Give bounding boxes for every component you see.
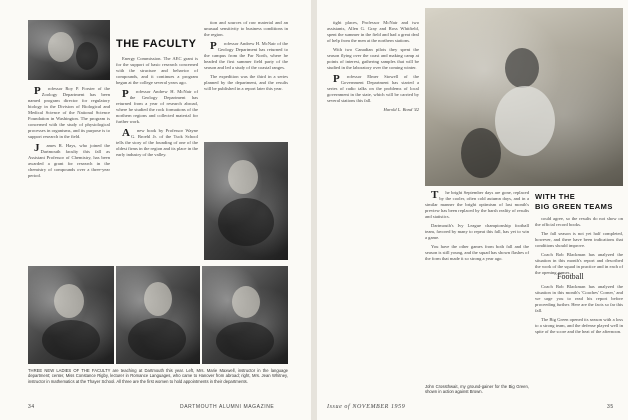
photo-caption: THREE NEW LADIES OF THE FACULTY are teaching at Dartmouth this year. Left, Mrs. Marie Maxwell, instructor in the language department; center, Miss Constance Rigby, lecturer in Romance Languages, who came to Hanover from abroad; right, Mrs. Jean Whitney, instructor in mathematics at the Thayer School. All three are the first women to hold appointments in their departments.: [28, 368, 288, 384]
faculty-photo-ladies-1: [28, 266, 114, 364]
section-title-line-2: BIG GREEN TEAMS: [535, 202, 613, 211]
paragraph: The bright September days are gone, replaced by the cooler, often cold autumn days, and in a similar manner the bright optimism of last month's preview has been replaced by the harsh reality of results and statistics.: [425, 189, 529, 219]
paragraph: James R. Hays, who joined the Dartmouth faculty this fall as Assistant Professor of Chemistry, has been awarded a grant for research in the chemistry of compounds over a three-year period.: [28, 142, 110, 178]
paragraph: could agree, so the results do not show on the official record books.: [535, 216, 623, 227]
sports-photo-top: [425, 8, 623, 186]
right-page: [317, 0, 628, 420]
paragraph: Dartmouth's Ivy League championship football team, favored by many to repeat this fall, has yet to win a game.: [425, 223, 529, 240]
paragraph: tight places, Professor McNair and two assistants, Allen G. Gray and Ross Whitfield, spent the summer in the field and had a great deal of help from the men at the northern stations.: [327, 20, 419, 43]
left-column-1: [28, 86, 110, 262]
football-column: [535, 284, 623, 396]
magazine-name: DARTMOUTH ALUMNI MAGAZINE: [180, 404, 275, 410]
right-column-2: [425, 190, 529, 380]
paragraph: You have the other games from both fall and the season is still young, and the squad has shown flashes of the form that made it so strong a year ago.: [425, 244, 529, 261]
page-title: THE FACULTY: [116, 38, 197, 50]
issue-label: Issue of NOVEMBER 1959: [327, 404, 406, 410]
paragraph: Anew book by Professor Wayne G. Broehl Jr. of the Tuck School tells the story of the founding of one of the oldest firms in the region and its place in the early industry of the valley.: [116, 127, 198, 157]
paragraph: Professor Elmer Stowell of the Government Department has started a series of radio talks on the problems of local government in the state, which will be carried by several stations this fall.: [327, 73, 419, 103]
left-page: [0, 0, 311, 420]
faculty-photo-right: [204, 142, 288, 260]
paragraph: The Big Green opened its season with a loss to a strong team, and the defense played well in spite of the score and the heat of the afternoon.: [535, 317, 623, 334]
left-column-2: [116, 56, 198, 262]
right-column-3: [535, 216, 623, 275]
paragraph: Professor Andrew H. McNair of the Geology Department has returned from a year of research abroad, where he studied the rock formations of the northern regions and collected material for further work.: [116, 88, 198, 124]
paragraph: The expedition was the third in a series planned by the department, and the results will be published in a report later this year.: [204, 74, 288, 91]
author-signature: Harold L. Bond '42: [383, 107, 419, 112]
page-number: 35: [607, 404, 614, 410]
faculty-photo-top-left: [28, 20, 110, 80]
section-title: [535, 192, 627, 212]
paragraph: The fall season is not yet half completed, however, and there have been indications that conditions should improve.: [535, 231, 623, 248]
paragraph: Coach Bob Blackman has analyzed the situation in this month's 'Coaches' Corner,' and we urge you to read his report before proceeding further. Here are the facts so far this fall.: [535, 284, 623, 313]
paragraph: Coach Bob Blackman has analyzed the situation in this month's report and described the work of the squad in practice and in each of the opening games.: [535, 252, 623, 275]
page-number: 34: [28, 404, 35, 410]
right-column-1: [327, 20, 419, 398]
left-column-3: [204, 20, 288, 138]
paragraph: With two Canadian pilots they spent the season flying over the coast and making camp at points of interest, gathering samples that will be studied in the laboratory over the coming winter.: [327, 47, 419, 70]
faculty-photo-ladies-2: [116, 266, 200, 364]
football-heading: Football: [557, 272, 584, 281]
paragraph: Professor Roy P. Forster of the Zoology Department has been named program director for regulatory biology in the Division of Biological and Medical Science of the National Science Foundation in Washington. The program is concerned with the study of physiological processes in organisms, and its purpose is to support research in the field.: [28, 85, 110, 139]
faculty-photo-ladies-3: [202, 266, 288, 364]
paragraph: Energy Commission. The AEC grant is for the support of basic research concerned with the structure and behavior of compounds, and it continues a program begun at the college several years ago.: [116, 56, 198, 85]
paragraph: tion and sources of raw material and an unusual sensitivity to business conditions in the region.: [204, 20, 288, 37]
paragraph: Professor Andrew H. McNair of the Geology Department has returned to the campus from the Far North, where he headed the first summer field party of the season and led a study of the coastal ranges.: [204, 40, 288, 70]
section-title-line-1: WITH THE: [535, 192, 576, 201]
photo-caption: John Crossthwait, my ground-gainer for the Big Green, shown in action against Brown.: [425, 384, 529, 395]
